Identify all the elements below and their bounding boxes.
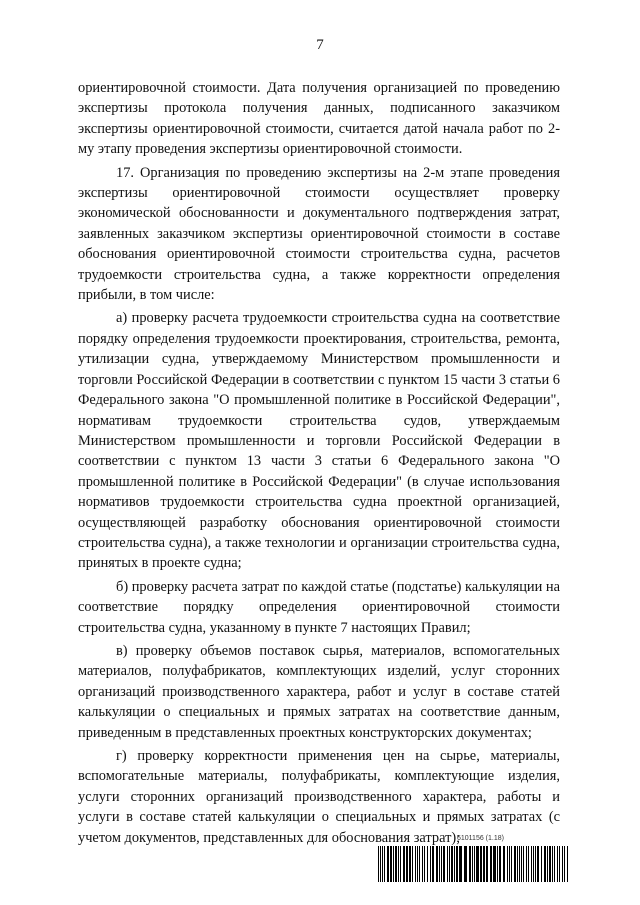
page-number: 7 [316, 37, 324, 53]
paragraph-item-v: в) проверку объемов поставок сырья, материалов, вспомогательных материалов, полуфабрикатов, комплектующих изделий, услуг сторонних организаций производственного характера, работ и услуг в составе статей калькуляции о специальных и прямых затратах на соответствие данным, приведенным в представленных проектных конструкторских документах; [78, 642, 560, 741]
document-body [78, 78, 560, 851]
footer-code: 6101156 (1.18) [457, 835, 504, 842]
paragraph-continuation: ориентировочной стоимости. Дата получения организацией по проведению экспертизы протокола получения данных, подписанного заказчиком экспертизы ориентировочной стоимости, считается датой начала работ по 2-му этапу проведения экспертизы ориентировочной стоимости. [78, 80, 560, 158]
paragraph-item-b: б) проверку расчета затрат по каждой статье (подстатье) калькуляции на соответствие порядку определения ориентировочной стоимости строительства судна, указанному в пункте 7 настоящих Правил; [78, 578, 560, 636]
paragraph-item-a: а) проверку расчета трудоемкости строительства судна на соответствие порядку определения трудоемкости проектирования, строительства, ремонта, утилизации судна, утверждаемому Министерством промышленности и торговли Российской Федерации в соответствии с пунктом 15 части 3 статьи 6 Федерального закона "О промышленной политике в Российской Федерации", нормативам трудоемкости строительства судов, утверждаемым Министерством промышленности и торговли Российской Федерации в соответствии с пунктом 13 части 3 статьи 6 Федерального закона "О промышленной политике в Российской Федерации" (в случае использования нормативов трудоемкости строительства судна проектной организацией, осуществляющей разработку обоснования ориентировочной стоимости строительства судна), а также технологии и организации строительства судна, принятых в проекте судна; [78, 310, 560, 572]
barcode [378, 846, 568, 882]
paragraph-item-g: г) проверку корректности применения цен на сырье, материалы, вспомогательные материалы, полуфабрикаты, комплектующие изделия, услуги сторонних организаций производственного характера, работы и услуги в составе статей калькуляции о специальных и прямых затратах (с учетом документов, представленных для обоснования затрат); [78, 748, 560, 846]
paragraph-17: 17. Организация по проведению экспертизы на 2-м этапе проведения экспертизы ориентировочной стоимости осуществляет проверку экономической обоснованности и документального подтверждения затрат, заявленных заказчиком экспертизы ориентировочной стоимости в составе обоснования ориентировочной стоимости строительства судна, расчетов трудоемкости строительства судна, а также корректности определения прибыли, в том числе: [78, 164, 560, 304]
